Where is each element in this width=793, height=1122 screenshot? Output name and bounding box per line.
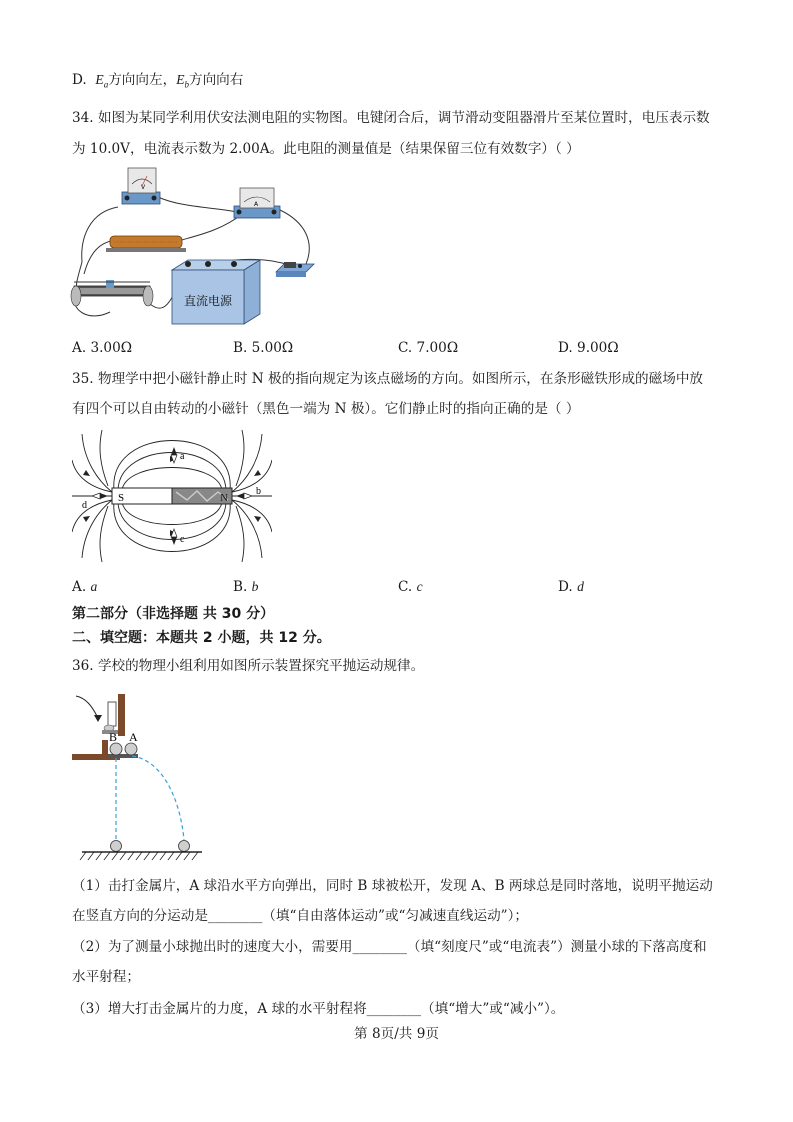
q35-stem-line1: 35. 物理学中把小磁针静止时 N 极的指向规定为该点磁场的方向。如图所示，在条形磁铁形成的磁场中放 xyxy=(72,371,704,387)
q33-option-d: D. $E_a$方向向左，$E_b$方向向右 xyxy=(72,72,244,90)
switch xyxy=(276,262,314,277)
resistor-coil xyxy=(106,236,186,252)
section-heading-fill-in: 二、填空题：本题共 2 小题，共 12 分。 xyxy=(72,630,331,646)
svg-text:c: c xyxy=(180,534,185,545)
svg-text:a: a xyxy=(180,451,185,462)
dc-power-supply xyxy=(172,260,260,324)
q34-option-c[interactable]: C. 7.00Ω xyxy=(398,340,459,356)
q34-circuit-figure xyxy=(70,162,320,330)
bar-magnet xyxy=(112,488,232,504)
compass-needle-b xyxy=(236,486,261,499)
compass-needle-c xyxy=(171,529,185,545)
svg-text:b: b xyxy=(256,486,261,497)
q36-intro: 36. 学校的物理小组利用如图所示装置探究平抛运动规律。 xyxy=(72,658,425,674)
power-supply-label: 直流电源 xyxy=(183,294,233,308)
q35-option-a[interactable]: A. a xyxy=(72,579,98,595)
eb-symbol: E xyxy=(176,72,185,87)
ball-b-label: B xyxy=(109,730,118,744)
svg-text:d: d xyxy=(82,500,87,511)
page-footer: 第 8页/共 9页 xyxy=(354,1026,439,1042)
ea-symbol: E xyxy=(95,72,104,87)
magnet-n-label: N xyxy=(220,492,228,504)
q34-stem-line2: 为 10.0V，电流表示数为 2.00A。此电阻的测量值是（结果保留三位有效数字）（ ） xyxy=(72,141,580,157)
q35-stem-line2: 有四个可以自由转动的小磁针（黑色一端为 N 极）。它们静止时的指向正确的是（ ） xyxy=(72,401,580,417)
voltmeter xyxy=(122,168,160,204)
q36-part2-line2: 水平射程； xyxy=(72,969,140,985)
q34-stem-line1: 34. 如图为某同学利用伏安法测电阻的实物图。电键闭合后，调节滑动变阻器滑片至某位置时，电压表示数 xyxy=(72,110,710,126)
q36-part3-line1: （3）增大打击金属片的力度，A 球的水平射程将________（填“增大”或“减小”）。 xyxy=(72,1001,565,1017)
q35-option-c[interactable]: C. c xyxy=(398,579,423,595)
q36-part2-line1: （2）为了测量小球抛出时的速度大小，需要用________（填“刻度尺”或“电流表”）测量小球的下落高度和 xyxy=(72,939,707,955)
q36-part1-line1: （1）击打金属片，A 球沿水平方向弹出，同时 B 球被松开，发现 A、B 两球总是同时落地，说明平抛运动 xyxy=(72,878,713,894)
part2-heading: 第二部分（非选择题 共 30 分） xyxy=(72,606,275,622)
magnet-s-label: S xyxy=(118,492,125,504)
ammeter xyxy=(234,188,280,218)
q34-option-a[interactable]: A. 3.00Ω xyxy=(72,340,132,356)
ball-a-label: A xyxy=(129,730,138,744)
rheostat xyxy=(71,280,153,306)
q34-option-d[interactable]: D. 9.00Ω xyxy=(558,340,619,356)
q35-option-b[interactable]: B. b xyxy=(233,579,259,595)
compass-needle-a xyxy=(171,447,185,463)
voltmeter-label: V xyxy=(141,184,146,191)
q36-apparatus-figure xyxy=(72,688,204,864)
q35-magnet-figure xyxy=(72,430,272,562)
q36-part1-line2: 在竖直方向的分运动是________（填“自由落体运动”或“匀减速直线运动”）； xyxy=(72,908,528,924)
ammeter-label: A xyxy=(254,201,259,208)
q35-option-d[interactable]: D. d xyxy=(558,579,584,595)
q34-option-b[interactable]: B. 5.00Ω xyxy=(233,340,294,356)
